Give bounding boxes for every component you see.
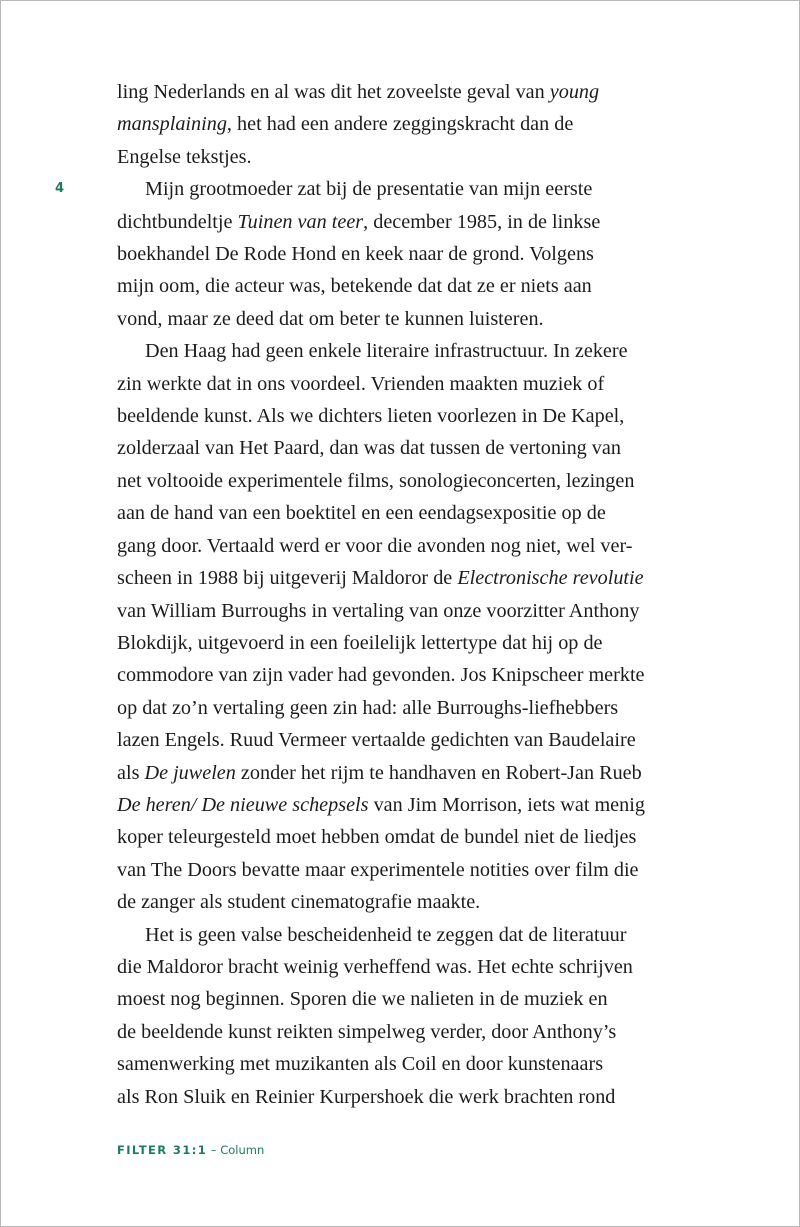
line-text: Blokdijk, uitgevoerd in een foeilelijk lettertype dat hij op de [117, 631, 603, 654]
line-text: van Jim Morrison, iets wat menig [368, 793, 645, 816]
text-line [117, 173, 692, 205]
italic-title-text: mansplaining [117, 113, 227, 136]
line-text: dichtbundeltje [117, 210, 238, 233]
italic-title-text: Electronische revolutie [457, 567, 644, 590]
running-footer [117, 1143, 264, 1157]
paragraph [117, 335, 692, 918]
footer-separator: – [207, 1143, 221, 1157]
line-text: op dat zo’n vertaling geen zin had: alle Burroughs-liefhebbers [117, 696, 619, 719]
text-line [117, 886, 692, 918]
text-line [117, 141, 692, 173]
text-line [117, 76, 692, 108]
text-line [117, 335, 692, 367]
text-line [117, 432, 692, 464]
text-line [117, 983, 692, 1015]
text-line [117, 627, 692, 659]
line-text: , december 1985, in de linkse [363, 210, 601, 233]
line-text: Engelse tekstjes. [117, 145, 252, 168]
text-line [117, 692, 692, 724]
paragraph [117, 173, 692, 335]
text-line [117, 303, 692, 335]
magazine-issue: FILTER 31:1 [117, 1143, 208, 1157]
text-line [117, 1048, 692, 1080]
article-body [117, 76, 692, 1113]
text-line [117, 1081, 692, 1113]
text-line [117, 789, 692, 821]
text-line [117, 270, 692, 302]
line-text: Mijn grootmoeder zat bij de presentatie van mijn eerste [145, 178, 593, 201]
text-line [117, 465, 692, 497]
line-text: gang door. Vertaald werd er voor die avonden nog niet, wel ver- [117, 534, 633, 557]
line-text: van The Doors bevatte maar experimentele notities over film die [117, 858, 639, 881]
line-text: samenwerking met muzikanten als Coil en door kunstenaars [117, 1053, 604, 1076]
line-text: als Ron Sluik en Reinier Kurpershoek die werk brachten rond [117, 1085, 616, 1108]
line-text: vond, maar ze deed dat om beter te kunnen luisteren. [117, 307, 544, 330]
line-text: lazen Engels. Ruud Vermeer vertaalde gedichten van Baudelaire [117, 729, 636, 752]
line-text: beeldende kunst. Als we dichters lieten voorlezen in De Kapel, [117, 405, 625, 428]
paragraph [117, 76, 692, 173]
text-line [117, 562, 692, 594]
line-text: aan de hand van een boektitel en een eendagsexpositie op de [117, 502, 606, 525]
line-text: als [117, 761, 145, 784]
text-line [117, 368, 692, 400]
line-text: ling Nederlands en al was dit het zoveelste geval van [117, 81, 550, 103]
line-text: die Maldoror bracht weinig verheffend was. Het echte schrijven [117, 955, 633, 978]
text-line [117, 497, 692, 529]
italic-title-text: young [549, 81, 600, 103]
line-text: Het is geen valse bescheidenheid te zeggen dat de literatuur [145, 923, 627, 946]
line-text: zolderzaal van Het Paard, dan was dat tussen de vertoning van [117, 437, 621, 460]
text-line [117, 854, 692, 886]
line-text: mijn oom, die acteur was, betekende dat dat ze er niets aan [117, 275, 592, 298]
line-text: , het had een andere zeggingskracht dan de [226, 113, 574, 136]
line-text: de beeldende kunst reikten simpelweg verder, door Anthony’s [117, 1020, 617, 1043]
text-line [117, 238, 692, 270]
line-text: commodore van zijn vader had gevonden. Jos Knipscheer merkte [117, 664, 645, 687]
text-line [117, 951, 692, 983]
line-text: Den Haag had geen enkele literaire infrastructuur. In zekere [145, 340, 628, 363]
text-line [117, 400, 692, 432]
text-line [117, 659, 692, 691]
text-line [117, 821, 692, 853]
line-text: moest nog beginnen. Sporen die we nalieten in de muziek en [117, 988, 608, 1011]
text-line [117, 108, 692, 140]
italic-title-text: De heren/ De nieuwe schepsels [117, 793, 369, 816]
text-line [117, 919, 692, 951]
italic-title-text: Tuinen van teer [237, 210, 364, 233]
line-text: scheen in 1988 bij uitgeverij Maldoror de [117, 567, 458, 590]
page-number: 4 [55, 181, 65, 196]
line-text: boekhandel De Rode Hond en keek naar de grond. Volgens [117, 243, 594, 266]
text-line [117, 724, 692, 756]
section-name: Column [220, 1143, 265, 1157]
text-line [117, 530, 692, 562]
paragraph [117, 919, 692, 1113]
text-line [117, 595, 692, 627]
text-line [117, 206, 692, 238]
italic-title-text: De juwelen [144, 761, 236, 784]
line-text: zin werkte dat in ons voordeel. Vrienden maakten muziek of [117, 372, 605, 395]
line-text: de zanger als student cinematografie maakte. [117, 891, 481, 914]
text-line [117, 757, 692, 789]
line-text: zonder het rijm te handhaven en Robert-Jan Rueb [235, 761, 642, 784]
line-text: net voltooide experimentele films, sonologieconcerten, lezingen [117, 469, 635, 492]
line-text: koper teleurgesteld moet hebben omdat de bundel niet de liedjes [117, 826, 637, 849]
text-line [117, 1016, 692, 1048]
line-text: van William Burroughs in vertaling van onze voorzitter Anthony [117, 599, 640, 622]
